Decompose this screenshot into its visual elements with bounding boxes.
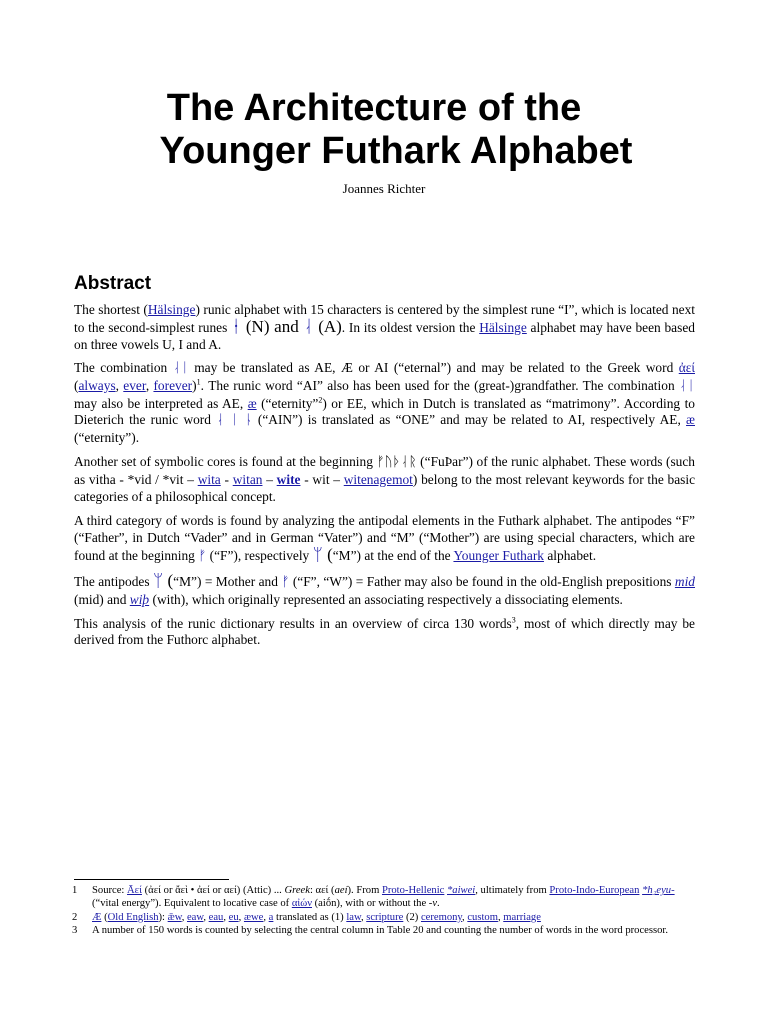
rune-ain[interactable]: ᛆ ᛁ ᚿ <box>216 413 253 429</box>
link-wita[interactable]: wita <box>197 472 221 488</box>
text: translated as (1) <box>273 911 347 923</box>
rune-n[interactable]: ᚽ <box>231 316 242 337</box>
link-aewe[interactable]: æwe <box>243 911 264 923</box>
text: , ultimately from <box>475 885 550 896</box>
text: (“vital energy”). Equivalent to locative case of <box>92 898 292 910</box>
footnote-text: A number of 150 words is counted by selecting the central column in Table 20 and counting the number of words in the word processor. <box>92 924 669 936</box>
text: , most of which directly may be derived from the Futhorc alphabet. <box>74 615 695 648</box>
link-h2eyu[interactable]: *h₂eyu- <box>642 885 675 896</box>
link-a[interactable]: a <box>268 911 274 923</box>
text: The combination <box>74 359 173 375</box>
link-ae-word[interactable]: Æ <box>92 911 102 923</box>
rune-f[interactable]: ᚠ <box>198 548 207 564</box>
text: (“F”, “W”) = Father may also be found in the old-English prepositions <box>289 573 675 589</box>
footnote-3 <box>72 924 698 937</box>
text: , <box>238 911 244 923</box>
paragraph-3 <box>74 454 695 506</box>
link-eu[interactable]: eu <box>228 911 239 923</box>
text: The antipodes <box>74 573 153 589</box>
text: . In its oldest version the <box>341 319 480 335</box>
link-mid[interactable]: mid <box>674 573 695 589</box>
text: - <box>220 472 233 488</box>
title-line-2: Younger Futhark Alphabet <box>159 130 633 172</box>
footnote-ref-3[interactable]: 3 <box>511 615 516 625</box>
link-ae-2[interactable]: æ <box>686 412 695 428</box>
footnote-number: 1 <box>72 885 78 896</box>
rune-ai-2[interactable]: ᛆᛁ <box>678 378 695 394</box>
text: ). From <box>347 885 382 896</box>
text: ) or EE, which in Dutch is translated as “matrimony”. According to Dieterich the runic word <box>74 395 695 428</box>
text: - wit – <box>300 472 344 488</box>
text: , <box>497 911 504 923</box>
text: (N) and <box>241 316 304 336</box>
text: ): <box>158 911 168 923</box>
link-forever[interactable]: forever <box>153 377 193 393</box>
abstract-body <box>74 302 695 656</box>
text: ) runic alphabet with 15 characters is centered by the simplest rune “I”, which is located next to the second-simplest runes <box>74 302 695 335</box>
text: Greek <box>284 885 310 896</box>
text: may be translated as AE, Æ or AI (“eternal”) and may be related to the Greek word <box>188 359 679 375</box>
link-eaw[interactable]: eaw <box>186 911 204 923</box>
text: ( <box>322 544 333 564</box>
text: The shortest ( <box>74 302 148 317</box>
footnote-number: 2 <box>72 911 78 923</box>
text: This analysis of the runic dictionary results in an overview of circa 130 words <box>74 615 512 631</box>
link-aion[interactable]: αἰών <box>291 898 312 910</box>
link-ever[interactable]: ever <box>123 377 146 393</box>
link-witenagemot[interactable]: witenagemot <box>343 472 413 488</box>
text: (with), which originally represented an associating respectively a dissociating elements. <box>149 591 623 607</box>
paragraph-6 <box>74 616 695 650</box>
footnote-text <box>92 911 698 924</box>
text: (“eternity” <box>256 395 319 411</box>
text: Another set of symbolic cores is found at the beginning <box>74 454 377 470</box>
text: ) <box>192 377 197 393</box>
abstract-heading: Abstract <box>74 273 152 294</box>
text: A third category of words is found by analyzing the antipodal elements in the Futhark alphabet. The antipodes “F” (“Father”, in Dutch “Vader” and in German “Vater”) and “M” (“Mother”) are using special characters, which are found at the beginning <box>74 512 695 563</box>
text: “M”) at the end of the <box>332 547 454 563</box>
link-younger-futhark[interactable]: Younger Futhark <box>453 547 544 563</box>
text: (“eternity”). <box>74 430 140 446</box>
rune-f-2[interactable]: ᚠ <box>281 574 290 590</box>
link-marriage[interactable]: marriage <box>503 911 541 923</box>
text: (“FuÞar”) of the runic alphabet. These words (such as vitha - *vid / *vit – <box>74 454 695 488</box>
rune-ai[interactable]: ᛆᛁ <box>172 360 189 376</box>
link-aei[interactable]: ἀεί <box>678 359 695 375</box>
text: , <box>360 911 367 923</box>
rune-a[interactable]: ᛆ <box>303 316 314 337</box>
text: alphabet. <box>543 547 597 563</box>
link-aiwei[interactable]: *aiwei <box>447 885 476 896</box>
link-custom[interactable]: custom <box>467 911 498 923</box>
text: , <box>145 377 154 393</box>
paragraph-1 <box>74 302 695 354</box>
footnote-number: 3 <box>72 924 78 936</box>
link-scripture[interactable]: scripture <box>366 911 404 923</box>
text: may also be interpreted as AE, <box>74 395 248 411</box>
link-witan[interactable]: witan <box>232 472 263 488</box>
link-proto-hellenic[interactable]: Proto-Hellenic <box>381 885 445 896</box>
link-old-english[interactable]: Old English <box>107 911 159 923</box>
author-name: Joannes Richter <box>342 181 426 196</box>
text: , <box>181 911 187 923</box>
footnote-text <box>92 884 698 911</box>
link-ceremony[interactable]: ceremony <box>420 911 463 923</box>
link-eau[interactable]: eau <box>208 911 224 923</box>
text: (ἀεί or ἄεὶ • ἀεί or αεί) (Attic) ... <box>141 885 285 896</box>
text: Source: <box>92 885 128 896</box>
paragraph-4 <box>74 513 695 566</box>
text: , <box>203 911 209 923</box>
rune-m[interactable]: ᛘ <box>312 544 323 565</box>
link-aei-source[interactable]: Āεί <box>127 885 142 896</box>
text: v <box>432 898 438 910</box>
footnotes <box>72 884 698 937</box>
text: , <box>223 911 229 923</box>
footnote-ref-1[interactable]: 1 <box>196 377 201 387</box>
text: ( <box>163 570 174 590</box>
text: (“AIN”) is translated as “ONE” and may be related to AI, respectively AE, <box>252 412 687 428</box>
link-proto-indo-european[interactable]: Proto-Indo-European <box>549 885 640 896</box>
text: – <box>262 472 277 488</box>
link-wite[interactable]: wite <box>276 472 301 488</box>
link-law[interactable]: law <box>346 911 361 923</box>
text: , <box>263 911 269 923</box>
link-always[interactable]: always <box>78 377 116 393</box>
text: (aiṓn), with or without the - <box>312 898 433 910</box>
text: ( <box>101 911 108 923</box>
text: ( <box>74 377 79 393</box>
text: (“F”), respectively <box>206 547 313 563</box>
link-halsinge[interactable]: Hälsinge <box>147 302 196 317</box>
text: (mid) and <box>74 591 130 607</box>
text: : αεί ( <box>309 885 335 896</box>
text: , <box>115 377 124 393</box>
link-aew[interactable]: ǣw <box>167 911 182 923</box>
text: alphabet may have been based on three vowels U, I and A. <box>74 319 695 352</box>
footnote-2 <box>72 911 698 924</box>
footnote-separator <box>74 879 229 880</box>
text: . <box>437 898 440 910</box>
text: aeí <box>334 885 348 896</box>
link-with[interactable]: wiþ <box>129 591 150 607</box>
title-line-1: The Architecture of the <box>166 87 582 129</box>
footnote-1 <box>72 884 698 911</box>
text: . The runic word “AI” also has been used for the (great-)grandfather. The combination <box>200 377 679 393</box>
rune-m-2[interactable]: ᛘ <box>152 570 164 591</box>
text: (2) <box>403 911 421 923</box>
text: “M”) = Mother and <box>173 573 282 589</box>
link-halsinge-2[interactable]: Hälsinge <box>479 319 527 335</box>
rune-futhar: ᚠᚢᚦᛆᚱ <box>376 455 417 471</box>
link-ae[interactable]: æ <box>247 395 257 411</box>
paragraph-2 <box>74 360 695 448</box>
text: (A) <box>313 316 342 336</box>
paragraph-5 <box>74 570 695 609</box>
footnote-ref-2[interactable]: 2 <box>318 395 323 405</box>
text: , <box>462 911 468 923</box>
text: ) belong to the most relevant keywords for the basic categories of a philosophical concept. <box>74 472 696 505</box>
